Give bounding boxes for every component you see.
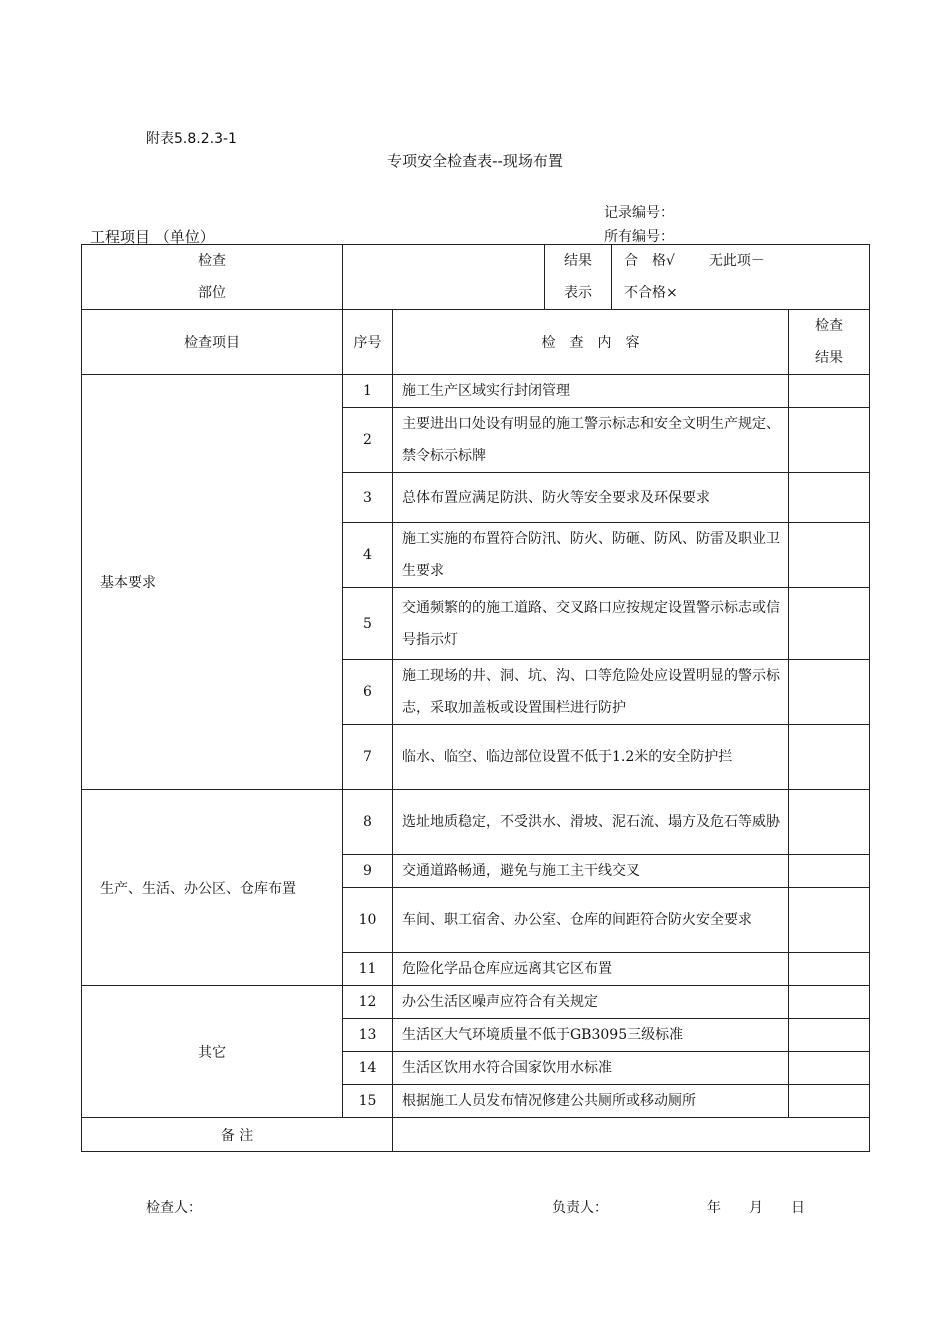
group-label: 基本要求 [82, 375, 343, 790]
row-content: 选址地质稳定，不受洪水、滑坡、泥石流、塌方及危石等威胁 [393, 790, 789, 855]
row-seq: 12 [343, 986, 393, 1019]
row-content: 车间、职工宿舍、办公室、仓库的间距符合防火安全要求 [393, 888, 789, 953]
row-content: 生活区大气环境质量不低于GB3095三级标准 [393, 1019, 789, 1052]
row-seq: 4 [343, 523, 393, 588]
record-number-label: 记录编号： [604, 205, 674, 221]
row-seq: 8 [343, 790, 393, 855]
row-content: 主要进出口处设有明显的施工警示标志和安全文明生产规定、禁令标示标牌 [393, 408, 789, 473]
row-seq: 7 [343, 725, 393, 790]
row-content: 交通道路畅通，避免与施工主干线交叉 [393, 855, 789, 888]
owner-number-label: 所有编号： [604, 229, 674, 245]
row-content: 办公生活区噪声应符合有关规定 [393, 986, 789, 1019]
responsible-label: 负责人： [552, 1200, 608, 1216]
result-legend-label: 结果 表示 [545, 245, 612, 310]
group-label: 生产、生活、办公区、仓库布置 [82, 790, 343, 986]
table-row [82, 986, 870, 1019]
row-seq: 9 [343, 855, 393, 888]
date-month: 月 [749, 1200, 763, 1216]
legend-pass: 合 格√ [624, 253, 675, 269]
row-content: 施工生产区域实行封闭管理 [393, 375, 789, 408]
row-result[interactable] [789, 986, 870, 1019]
row-result[interactable] [789, 1085, 870, 1118]
remarks-label: 备 注 [82, 1118, 393, 1152]
row-result[interactable] [789, 375, 870, 408]
row-seq: 15 [343, 1085, 393, 1118]
remarks-value[interactable] [393, 1118, 870, 1152]
location-value-cell[interactable] [343, 245, 545, 310]
row-seq: 14 [343, 1052, 393, 1085]
row-result[interactable] [789, 473, 870, 523]
group-label: 其它 [82, 986, 343, 1118]
table-row [82, 790, 870, 855]
row-content: 交通频繁的的施工道路、交叉路口应按规定设置警示标志或信号指示灯 [393, 588, 789, 660]
row-content: 施工实施的布置符合防汛、防火、防砸、防风、防雷及职业卫生要求 [393, 523, 789, 588]
row-result[interactable] [789, 953, 870, 986]
column-header-item: 检查项目 [82, 310, 343, 375]
row-seq: 5 [343, 588, 393, 660]
location-row [82, 245, 870, 310]
row-result[interactable] [789, 523, 870, 588]
row-seq: 3 [343, 473, 393, 523]
row-seq: 2 [343, 408, 393, 473]
row-result[interactable] [789, 1019, 870, 1052]
page-title: 专项安全检查表--现场布置 [387, 152, 563, 170]
inspector-label: 检查人： [146, 1200, 202, 1216]
row-seq: 11 [343, 953, 393, 986]
column-header-content: 检 查 内 容 [393, 310, 789, 375]
row-result[interactable] [789, 588, 870, 660]
row-seq: 1 [343, 375, 393, 408]
row-result[interactable] [789, 888, 870, 953]
legend-fail: 不合格× [624, 285, 678, 301]
row-content: 生活区饮用水符合国家饮用水标准 [393, 1052, 789, 1085]
project-label: 工程项目 （单位） [90, 228, 215, 246]
inspection-table [81, 244, 870, 1152]
doc-code: 附表5.8.2.3-1 [146, 131, 237, 147]
row-content: 根据施工人员发布情况修建公共厕所或移动厕所 [393, 1085, 789, 1118]
row-result[interactable] [789, 855, 870, 888]
row-seq: 6 [343, 660, 393, 725]
table-row [82, 375, 870, 408]
row-seq: 13 [343, 1019, 393, 1052]
column-header-seq: 序号 [343, 310, 393, 375]
row-content: 施工现场的井、洞、坑、沟、口等危险处应设置明显的警示标志，采取加盖板或设置围栏进行防护 [393, 660, 789, 725]
remarks-row [82, 1118, 870, 1152]
row-result[interactable] [789, 408, 870, 473]
row-result[interactable] [789, 725, 870, 790]
legend-na: 无此项－ [708, 253, 765, 269]
row-seq: 10 [343, 888, 393, 953]
row-result[interactable] [789, 1052, 870, 1085]
row-result[interactable] [789, 660, 870, 725]
row-content: 危险化学品仓库应远离其它区布置 [393, 953, 789, 986]
result-legend [612, 245, 870, 310]
row-content: 临水、临空、临边部位设置不低于1.2米的安全防护拦 [393, 725, 789, 790]
date-day: 日 [791, 1200, 805, 1216]
location-label: 检查 部位 [82, 245, 343, 310]
row-result[interactable] [789, 790, 870, 855]
column-header-row [82, 310, 870, 375]
row-content: 总体布置应满足防洪、防火等安全要求及环保要求 [393, 473, 789, 523]
date-year: 年 [707, 1200, 721, 1216]
column-header-result: 检查 结果 [789, 310, 870, 375]
